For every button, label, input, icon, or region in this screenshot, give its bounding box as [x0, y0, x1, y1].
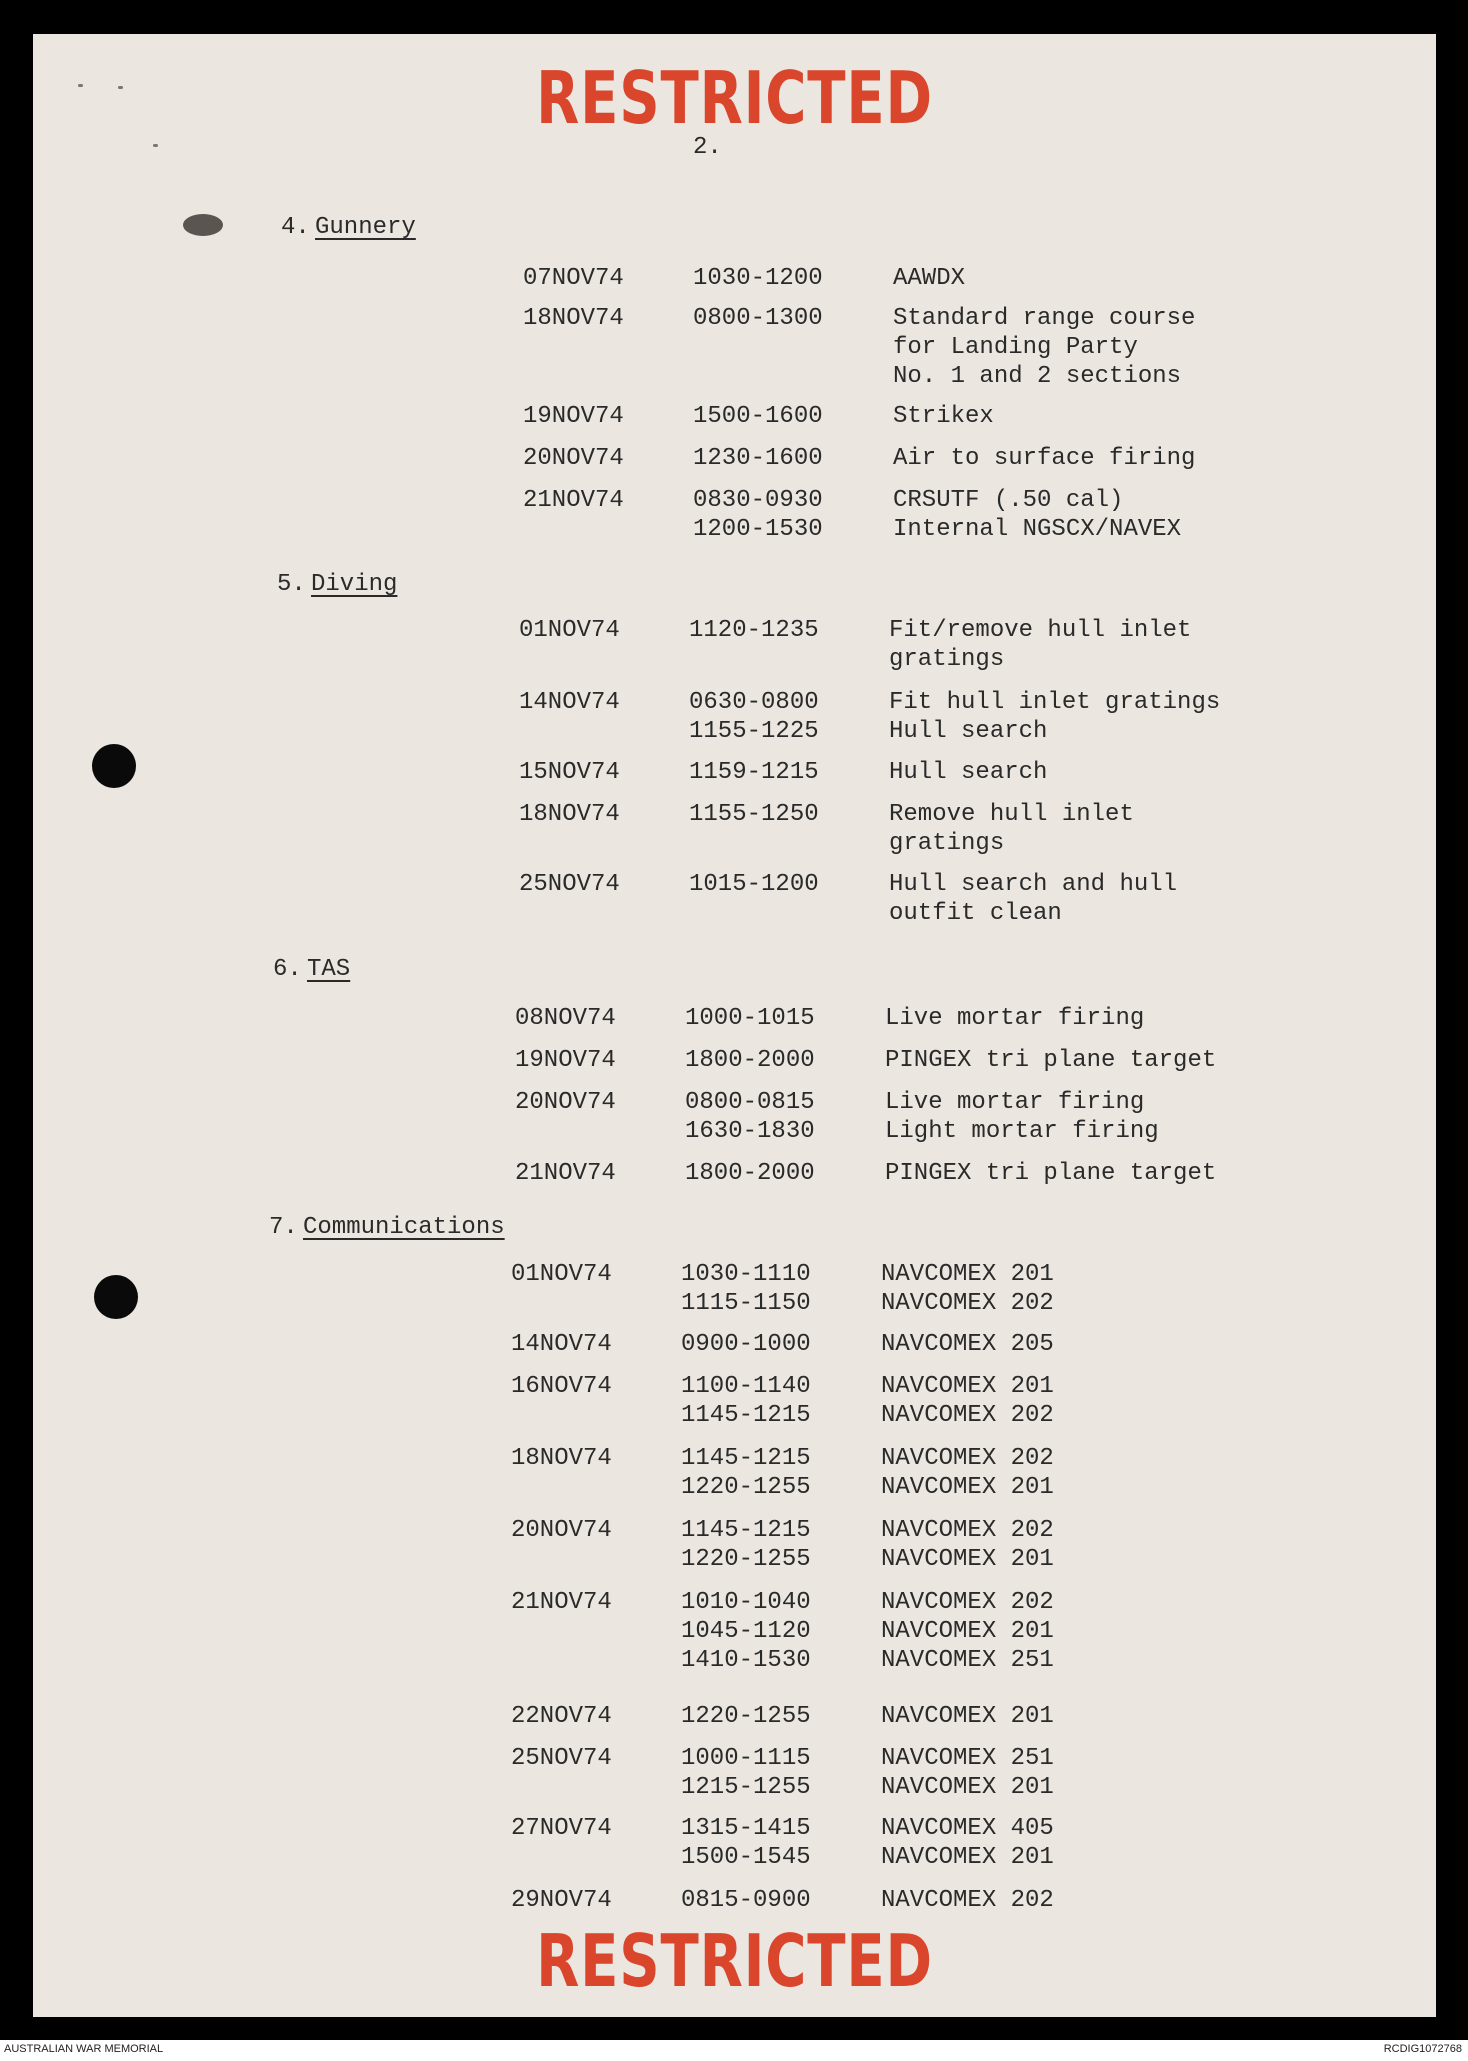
- description-line: NAVCOMEX 202: [881, 1517, 1054, 1544]
- time-range: 1145-1215: [681, 1445, 811, 1472]
- restricted-stamp-bottom: RESTRICTED: [536, 1919, 933, 2003]
- time-range: 1000-1115: [681, 1745, 811, 1772]
- pin-mark: [78, 84, 83, 87]
- pin-mark: [118, 86, 123, 89]
- entry-times: [693, 304, 843, 333]
- entry-date: 21NOV74: [515, 1160, 616, 1187]
- time-range: 1155-1225: [689, 718, 819, 745]
- entry-description: [893, 304, 1283, 391]
- time-range: 1015-1200: [689, 871, 819, 898]
- entry-description: [885, 1046, 1275, 1075]
- entry-times: [689, 870, 839, 899]
- entry-date: 08NOV74: [515, 1005, 616, 1032]
- footer-bar: [0, 2040, 1468, 2061]
- entry-description: [893, 402, 1283, 431]
- time-range: 1500-1545: [681, 1844, 811, 1871]
- description-line: Fit hull inlet gratings: [889, 689, 1221, 716]
- entry-description: [881, 1516, 1271, 1574]
- entry-times: [681, 1444, 831, 1502]
- entry-date: 14NOV74: [519, 689, 620, 716]
- entry-description: [889, 800, 1279, 858]
- time-range: 0815-0900: [681, 1887, 811, 1914]
- description-line: Internal NGSCX/NAVEX: [893, 516, 1182, 543]
- entry-times: [693, 402, 843, 431]
- time-range: 1500-1600: [693, 403, 823, 430]
- entry-description: [893, 486, 1283, 544]
- entry-times: [681, 1260, 831, 1318]
- entry-times: [689, 800, 839, 829]
- punch-tear: [183, 214, 223, 236]
- description-line: Live mortar firing: [885, 1089, 1145, 1116]
- time-range: 1145-1215: [681, 1402, 811, 1429]
- time-range: 1220-1255: [681, 1703, 811, 1730]
- entry-date: 07NOV74: [523, 265, 624, 292]
- description-line: NAVCOMEX 201: [881, 1373, 1054, 1400]
- entry-description: [889, 758, 1279, 787]
- description-line: Hull search: [889, 718, 1048, 745]
- description-line: outfit clean: [889, 900, 1062, 927]
- description-line: gratings: [889, 830, 1005, 857]
- description-line: Standard range course: [893, 305, 1196, 332]
- description-line: PINGEX tri plane target: [885, 1160, 1217, 1187]
- entry-date: 15NOV74: [519, 759, 620, 786]
- description-line: NAVCOMEX 201: [881, 1774, 1054, 1801]
- entry-times: [681, 1372, 831, 1430]
- entry-description: [881, 1330, 1271, 1359]
- section-heading: [281, 214, 416, 241]
- entry-description: [881, 1886, 1271, 1915]
- entry-date: 21NOV74: [523, 487, 624, 514]
- time-range: 1220-1255: [681, 1546, 811, 1573]
- time-range: 1315-1415: [681, 1815, 811, 1842]
- entry-description: [881, 1260, 1271, 1318]
- description-line: NAVCOMEX 202: [881, 1589, 1054, 1616]
- punch-hole: [94, 1275, 138, 1319]
- description-line: CRSUTF (.50 cal): [893, 487, 1124, 514]
- document-page: [33, 34, 1436, 2017]
- description-line: Light mortar firing: [885, 1118, 1159, 1145]
- description-line: NAVCOMEX 251: [881, 1745, 1054, 1772]
- entry-date: 25NOV74: [511, 1745, 612, 1772]
- entry-times: [693, 264, 843, 293]
- description-line: NAVCOMEX 251: [881, 1647, 1054, 1674]
- description-line: Hull search and hull: [889, 871, 1178, 898]
- time-range: 1030-1200: [693, 265, 823, 292]
- description-line: NAVCOMEX 201: [881, 1546, 1054, 1573]
- entry-description: [881, 1372, 1271, 1430]
- description-line: Air to surface firing: [893, 445, 1196, 472]
- entry-times: [689, 688, 839, 746]
- section-heading: [277, 571, 397, 598]
- time-range: 0630-0800: [689, 689, 819, 716]
- description-line: Remove hull inlet: [889, 801, 1134, 828]
- section-heading: [273, 956, 350, 983]
- description-line: Live mortar firing: [885, 1005, 1145, 1032]
- entry-date: 20NOV74: [511, 1517, 612, 1544]
- entry-description: [889, 870, 1279, 928]
- time-range: 1045-1120: [681, 1618, 811, 1645]
- entry-date: 01NOV74: [519, 617, 620, 644]
- description-line: PINGEX tri plane target: [885, 1047, 1217, 1074]
- entry-times: [681, 1814, 831, 1872]
- entry-description: [893, 444, 1283, 473]
- description-line: NAVCOMEX 202: [881, 1290, 1054, 1317]
- entry-times: [681, 1702, 831, 1731]
- description-line: Strikex: [893, 403, 994, 430]
- restricted-stamp-top: RESTRICTED: [536, 56, 933, 140]
- punch-hole: [92, 744, 136, 788]
- page-number: 2.: [693, 134, 722, 161]
- time-range: 1100-1140: [681, 1373, 811, 1400]
- entry-times: [685, 1159, 835, 1188]
- entry-date: 18NOV74: [523, 305, 624, 332]
- time-range: 1220-1255: [681, 1474, 811, 1501]
- time-range: 1115-1150: [681, 1290, 811, 1317]
- section-number: 5.: [277, 571, 306, 598]
- time-range: 1000-1015: [685, 1005, 815, 1032]
- time-range: 1410-1530: [681, 1647, 811, 1674]
- description-line: NAVCOMEX 202: [881, 1402, 1054, 1429]
- section-heading: [269, 1214, 505, 1241]
- description-line: NAVCOMEX 405: [881, 1815, 1054, 1842]
- description-line: Hull search: [889, 759, 1048, 786]
- entry-date: 21NOV74: [511, 1589, 612, 1616]
- time-range: 1030-1110: [681, 1261, 811, 1288]
- time-range: 1230-1600: [693, 445, 823, 472]
- entry-date: 27NOV74: [511, 1815, 612, 1842]
- time-range: 1155-1250: [689, 801, 819, 828]
- entry-date: 18NOV74: [511, 1445, 612, 1472]
- entry-times: [685, 1004, 835, 1033]
- description-line: NAVCOMEX 201: [881, 1844, 1054, 1871]
- entry-times: [693, 444, 843, 473]
- entry-date: 19NOV74: [515, 1047, 616, 1074]
- entry-description: [889, 616, 1279, 674]
- description-line: NAVCOMEX 205: [881, 1331, 1054, 1358]
- entry-times: [689, 758, 839, 787]
- description-line: NAVCOMEX 201: [881, 1618, 1054, 1645]
- description-line: No. 1 and 2 sections: [893, 363, 1182, 390]
- footer-archive-label: AUSTRALIAN WAR MEMORIAL: [4, 2043, 164, 2055]
- entry-times: [685, 1088, 835, 1146]
- entry-times: [681, 1588, 831, 1675]
- entry-description: [881, 1744, 1271, 1802]
- description-line: NAVCOMEX 201: [881, 1474, 1054, 1501]
- entry-description: [885, 1159, 1275, 1188]
- entry-times: [681, 1886, 831, 1915]
- section-title: Diving: [311, 571, 398, 598]
- section-number: 4.: [281, 214, 310, 241]
- entry-date: 16NOV74: [511, 1373, 612, 1400]
- entry-description: [893, 264, 1283, 293]
- entry-date: 25NOV74: [519, 871, 620, 898]
- entry-times: [685, 1046, 835, 1075]
- entry-times: [681, 1516, 831, 1574]
- time-range: 1159-1215: [689, 759, 819, 786]
- entry-date: 14NOV74: [511, 1331, 612, 1358]
- time-range: 1215-1255: [681, 1774, 811, 1801]
- description-line: Fit/remove hull inlet: [889, 617, 1192, 644]
- section-title: Communications: [303, 1214, 505, 1241]
- time-range: 0800-1300: [693, 305, 823, 332]
- entry-description: [885, 1088, 1275, 1146]
- description-line: NAVCOMEX 201: [881, 1703, 1054, 1730]
- time-range: 1200-1530: [693, 516, 823, 543]
- description-line: NAVCOMEX 201: [881, 1261, 1054, 1288]
- time-range: 1630-1830: [685, 1118, 815, 1145]
- description-line: NAVCOMEX 202: [881, 1445, 1054, 1472]
- time-range: 1010-1040: [681, 1589, 811, 1616]
- entry-description: [885, 1004, 1275, 1033]
- entry-times: [689, 616, 839, 645]
- entry-description: [881, 1814, 1271, 1872]
- footer-record-id: RCDIG1072768: [1383, 2043, 1462, 2055]
- entry-date: 20NOV74: [515, 1089, 616, 1116]
- description-line: for Landing Party: [893, 334, 1138, 361]
- entry-description: [881, 1588, 1271, 1675]
- entry-description: [881, 1444, 1271, 1502]
- time-range: 0800-0815: [685, 1089, 815, 1116]
- entry-date: 29NOV74: [511, 1887, 612, 1914]
- entry-date: 19NOV74: [523, 403, 624, 430]
- time-range: 1800-2000: [685, 1160, 815, 1187]
- time-range: 1120-1235: [689, 617, 819, 644]
- time-range: 1145-1215: [681, 1517, 811, 1544]
- section-number: 6.: [273, 956, 302, 983]
- entry-times: [693, 486, 843, 544]
- description-line: gratings: [889, 646, 1005, 673]
- section-title: TAS: [307, 956, 351, 983]
- time-range: 1800-2000: [685, 1047, 815, 1074]
- time-range: 0830-0930: [693, 487, 823, 514]
- entry-date: 18NOV74: [519, 801, 620, 828]
- description-line: NAVCOMEX 202: [881, 1887, 1054, 1914]
- entry-times: [681, 1330, 831, 1359]
- section-title: Gunnery: [315, 214, 416, 241]
- description-line: AAWDX: [893, 265, 966, 292]
- entry-times: [681, 1744, 831, 1802]
- pin-mark: [153, 144, 158, 147]
- time-range: 0900-1000: [681, 1331, 811, 1358]
- entry-date: 01NOV74: [511, 1261, 612, 1288]
- entry-date: 20NOV74: [523, 445, 624, 472]
- entry-date: 22NOV74: [511, 1703, 612, 1730]
- entry-description: [881, 1702, 1271, 1731]
- section-number: 7.: [269, 1214, 298, 1241]
- entry-description: [889, 688, 1279, 746]
